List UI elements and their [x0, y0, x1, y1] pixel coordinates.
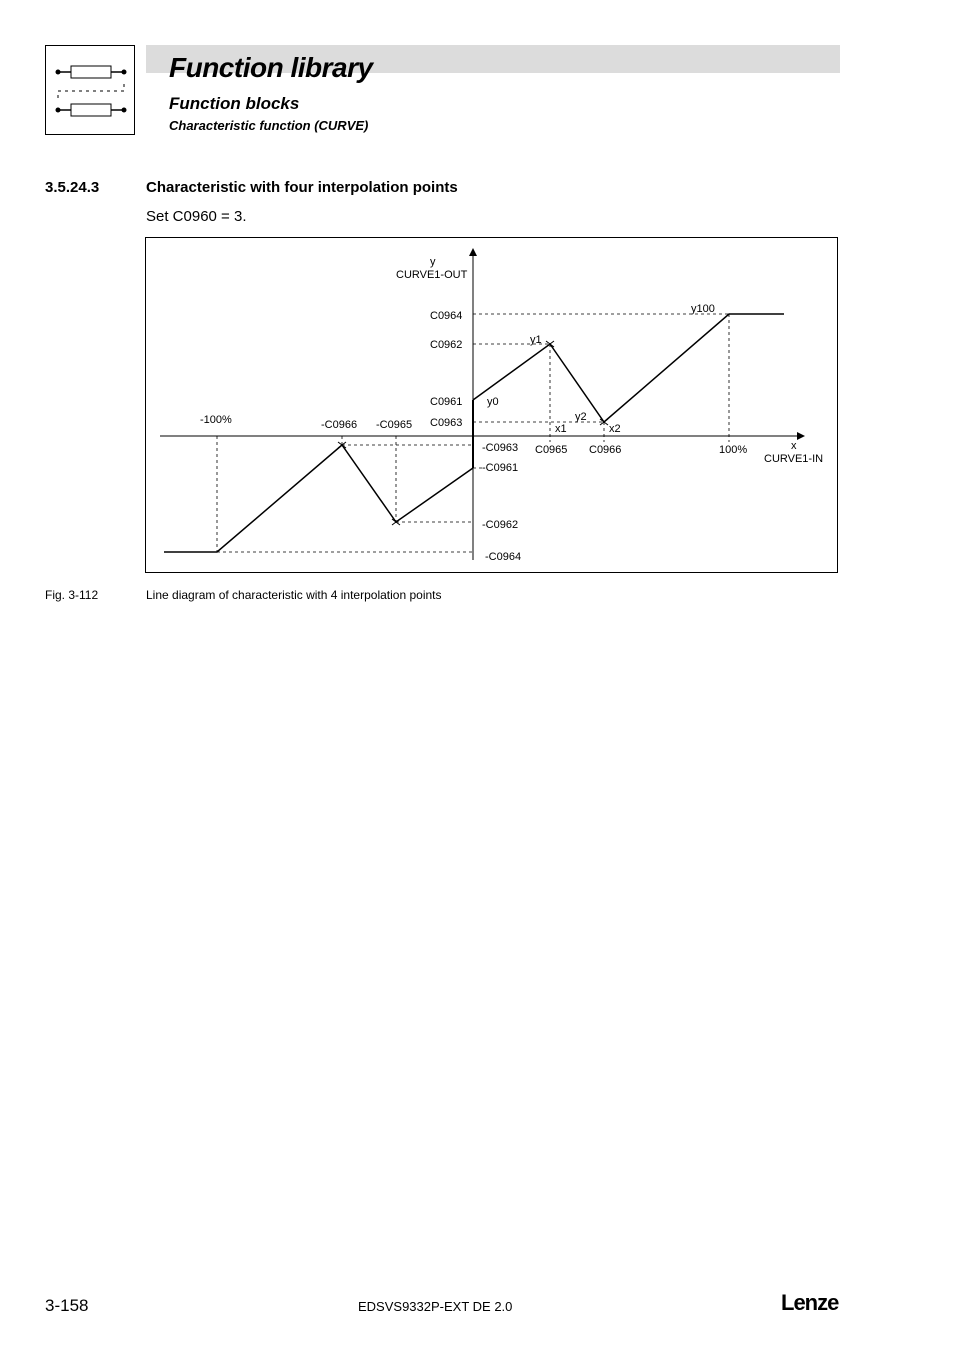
label-y2: y2: [575, 411, 587, 423]
document-id: EDSVS9332P-EXT DE 2.0: [358, 1299, 513, 1314]
label-c0961: C0961: [430, 396, 463, 408]
figure-number: Fig. 3-112: [45, 588, 99, 602]
label-c0965: C0965: [535, 444, 568, 456]
page-subsubtitle: Characteristic function (CURVE): [169, 118, 369, 133]
label-neg-c0966: -C0966: [321, 419, 358, 431]
section-title: Characteristic with four interpolation points: [146, 179, 458, 196]
label-c0963: C0963: [430, 417, 463, 429]
label-neg-c0964: -C0964: [485, 551, 522, 563]
label-neg-c0962: -C0962: [482, 519, 519, 531]
label-x2: x2: [609, 423, 621, 435]
y-axis-name: y: [430, 256, 436, 268]
section-number: 3.5.24.3: [45, 179, 100, 196]
label-y100: y100: [691, 303, 715, 315]
characteristic-curve: [164, 445, 473, 552]
x-axis-signal: CURVE1-IN: [764, 453, 824, 465]
label-y1: y1: [530, 334, 542, 346]
characteristic-curve-positive: [473, 314, 784, 422]
figure-caption: Line diagram of characteristic with 4 interpolation points: [146, 588, 442, 602]
label-neg-c0963: -C0963: [482, 442, 519, 454]
x-axis-name: x: [791, 440, 797, 452]
page-number: 3-158: [45, 1296, 89, 1315]
section-instruction: Set C0960 = 3.: [146, 208, 247, 225]
label-neg-100: -100%: [200, 414, 232, 426]
characteristic-diagram: [145, 237, 838, 573]
function-block-icon: [45, 45, 135, 135]
label-neg-c0961: -C0961: [482, 462, 519, 474]
page-title: Function library: [169, 52, 373, 83]
label-c0964: C0964: [430, 310, 463, 322]
label-pos-100: 100%: [719, 444, 748, 456]
label-y0: y0: [487, 396, 499, 408]
y-axis-signal: CURVE1-OUT: [396, 269, 468, 281]
brand-logo: Lenze: [781, 1290, 839, 1315]
label-c0962: C0962: [430, 339, 463, 351]
page-subtitle: Function blocks: [169, 94, 300, 113]
label-c0966: C0966: [589, 444, 622, 456]
label-neg-c0965: -C0965: [376, 419, 413, 431]
label-x1: x1: [555, 423, 567, 435]
